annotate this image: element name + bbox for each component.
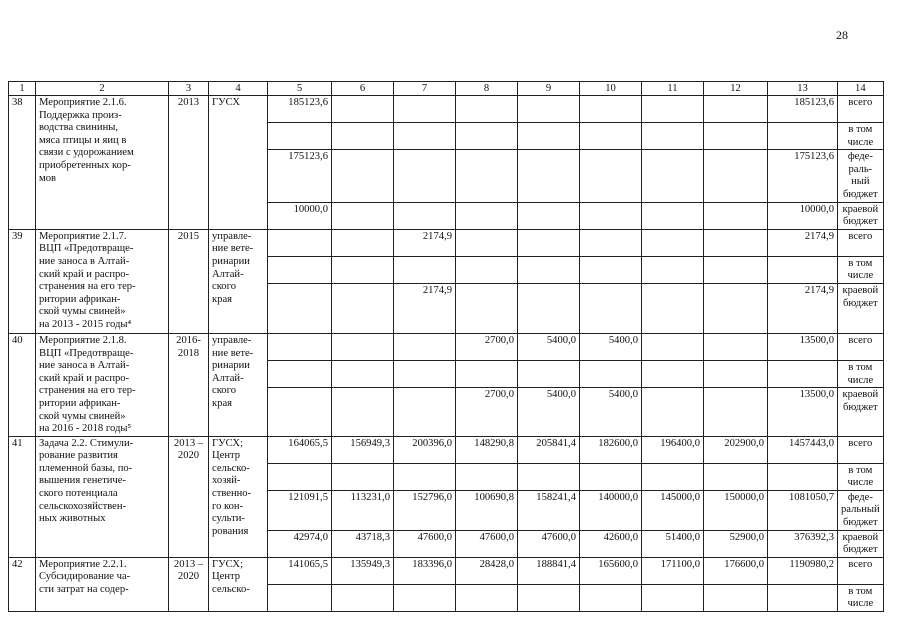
amount-cell xyxy=(642,229,704,256)
amount-cell xyxy=(456,361,518,388)
amount-cell xyxy=(518,123,580,150)
amount-cell xyxy=(580,229,642,256)
funding-source-label: феде- ральный бюджет xyxy=(838,490,884,530)
amount-cell xyxy=(268,361,332,388)
column-header-13: 13 xyxy=(768,82,838,96)
amount-cell xyxy=(268,463,332,490)
amount-cell xyxy=(456,256,518,283)
amount-cell xyxy=(456,463,518,490)
page-number: 28 xyxy=(836,28,848,42)
amount-cell: 1190980,2 xyxy=(768,557,838,584)
column-header-1: 1 xyxy=(9,82,36,96)
amount-cell xyxy=(580,256,642,283)
funding-source-label: всего xyxy=(838,229,884,256)
funding-source-label: всего xyxy=(838,436,884,463)
amount-cell xyxy=(642,202,704,229)
amount-cell xyxy=(268,584,332,611)
amount-cell xyxy=(456,150,518,202)
amount-cell xyxy=(332,283,394,333)
table-row xyxy=(9,333,884,360)
amount-cell: 2174,9 xyxy=(394,283,456,333)
funding-source-label: в том числе xyxy=(838,463,884,490)
amount-cell: 10000,0 xyxy=(768,202,838,229)
amount-cell xyxy=(704,229,768,256)
funding-source-label: всего xyxy=(838,96,884,123)
funding-source-label: феде- раль- ный бюджет xyxy=(838,150,884,202)
amount-cell xyxy=(332,388,394,436)
amount-cell: 1457443,0 xyxy=(768,436,838,463)
row-number: 39 xyxy=(9,229,36,333)
amount-cell xyxy=(268,256,332,283)
amount-cell xyxy=(394,584,456,611)
amount-cell xyxy=(332,333,394,360)
amount-cell xyxy=(642,150,704,202)
amount-cell: 10000,0 xyxy=(268,202,332,229)
funding-source-label: краевой бюджет xyxy=(838,530,884,557)
amount-cell: 28428,0 xyxy=(456,557,518,584)
period: 2016- 2018 xyxy=(169,333,209,436)
funding-source-label: в том числе xyxy=(838,584,884,611)
funding-source-label: краевой бюджет xyxy=(838,283,884,333)
amount-cell xyxy=(394,96,456,123)
amount-cell: 2174,9 xyxy=(768,283,838,333)
executor: ГУСХ; Центр сельско- хозяй- ственно- го кон- сульти- рования xyxy=(209,436,268,557)
funding-source-label: краевой бюджет xyxy=(838,388,884,436)
amount-cell: 145000,0 xyxy=(642,490,704,530)
measure-name: Мероприятие 2.1.6. Поддержка произ- водства свинины, мяса птицы и яиц в связи с удорожанием приобретенных кор- мов xyxy=(36,96,169,230)
amount-cell: 188841,4 xyxy=(518,557,580,584)
amount-cell xyxy=(704,283,768,333)
column-header-14: 14 xyxy=(838,82,884,96)
amount-cell xyxy=(642,333,704,360)
executor: управле- ние вете- ринарии Алтай- ского края xyxy=(209,229,268,333)
amount-cell xyxy=(456,202,518,229)
amount-cell: 205841,4 xyxy=(518,436,580,463)
amount-cell: 148290,8 xyxy=(456,436,518,463)
amount-cell xyxy=(518,463,580,490)
measure-name: Мероприятие 2.2.1. Субсидирование ча- сти затрат на содер- xyxy=(36,557,169,611)
amount-cell xyxy=(518,229,580,256)
funding-source-label: краевой бюджет xyxy=(838,202,884,229)
amount-cell: 52900,0 xyxy=(704,530,768,557)
amount-cell: 121091,5 xyxy=(268,490,332,530)
period: 2013 xyxy=(169,96,209,230)
amount-cell xyxy=(394,123,456,150)
amount-cell: 5400,0 xyxy=(580,333,642,360)
funding-source-label: в том числе xyxy=(838,361,884,388)
amount-cell xyxy=(456,123,518,150)
amount-cell: 42600,0 xyxy=(580,530,642,557)
amount-cell xyxy=(268,388,332,436)
header-row xyxy=(9,82,884,96)
amount-cell xyxy=(518,96,580,123)
measure-name: Мероприятие 2.1.8. ВЦП «Предотвраще- ние заноса в Алтай- ский край и распро- странения на его тер- ритории африкан- ской чумы свиней» на 2016 - 2018 годы⁵ xyxy=(36,333,169,436)
row-number: 41 xyxy=(9,436,36,557)
column-header-10: 10 xyxy=(580,82,642,96)
amount-cell: 42974,0 xyxy=(268,530,332,557)
amount-cell xyxy=(642,123,704,150)
amount-cell: 113231,0 xyxy=(332,490,394,530)
amount-cell: 13500,0 xyxy=(768,388,838,436)
amount-cell xyxy=(704,361,768,388)
amount-cell xyxy=(642,361,704,388)
column-header-11: 11 xyxy=(642,82,704,96)
amount-cell xyxy=(518,361,580,388)
amount-cell xyxy=(456,584,518,611)
amount-cell xyxy=(642,584,704,611)
amount-cell xyxy=(642,283,704,333)
amount-cell xyxy=(580,96,642,123)
amount-cell: 202900,0 xyxy=(704,436,768,463)
amount-cell xyxy=(768,361,838,388)
funding-source-label: в том числе xyxy=(838,123,884,150)
amount-cell xyxy=(704,150,768,202)
amount-cell: 2700,0 xyxy=(456,388,518,436)
amount-cell: 2700,0 xyxy=(456,333,518,360)
amount-cell: 13500,0 xyxy=(768,333,838,360)
amount-cell xyxy=(518,256,580,283)
amount-cell xyxy=(580,150,642,202)
amount-cell xyxy=(768,463,838,490)
amount-cell xyxy=(268,283,332,333)
amount-cell xyxy=(332,123,394,150)
column-header-8: 8 xyxy=(456,82,518,96)
column-header-7: 7 xyxy=(394,82,456,96)
amount-cell xyxy=(642,463,704,490)
amount-cell xyxy=(580,361,642,388)
amount-cell xyxy=(704,463,768,490)
amount-cell: 47600,0 xyxy=(518,530,580,557)
executor: управле- ние вете- ринарии Алтай- ского края xyxy=(209,333,268,436)
amount-cell xyxy=(332,202,394,229)
amount-cell: 100690,8 xyxy=(456,490,518,530)
amount-cell xyxy=(394,333,456,360)
amount-cell xyxy=(394,361,456,388)
amount-cell xyxy=(332,229,394,256)
amount-cell xyxy=(580,283,642,333)
amount-cell xyxy=(642,256,704,283)
column-header-3: 3 xyxy=(169,82,209,96)
amount-cell: 175123,6 xyxy=(768,150,838,202)
row-number: 40 xyxy=(9,333,36,436)
table-row xyxy=(9,96,884,123)
amount-cell: 185123,6 xyxy=(268,96,332,123)
amount-cell: 182600,0 xyxy=(580,436,642,463)
amount-cell: 150000,0 xyxy=(704,490,768,530)
amount-cell xyxy=(518,202,580,229)
column-header-12: 12 xyxy=(704,82,768,96)
amount-cell xyxy=(580,463,642,490)
executor: ГУСХ xyxy=(209,96,268,230)
amount-cell xyxy=(518,150,580,202)
column-header-6: 6 xyxy=(332,82,394,96)
table-row xyxy=(9,229,884,256)
amount-cell: 5400,0 xyxy=(518,333,580,360)
amount-cell: 171100,0 xyxy=(642,557,704,584)
period: 2013 – 2020 xyxy=(169,436,209,557)
amount-cell xyxy=(332,150,394,202)
measure-name: Задача 2.2. Стимули- рование развития племенной базы, по- вышения генетиче- ского потенциала сельскохозяйствен- ных животных xyxy=(36,436,169,557)
amount-cell xyxy=(704,256,768,283)
amount-cell: 196400,0 xyxy=(642,436,704,463)
amount-cell xyxy=(268,229,332,256)
amount-cell: 51400,0 xyxy=(642,530,704,557)
amount-cell xyxy=(704,388,768,436)
amount-cell: 140000,0 xyxy=(580,490,642,530)
amount-cell: 135949,3 xyxy=(332,557,394,584)
amount-cell: 175123,6 xyxy=(268,150,332,202)
amount-cell: 2174,9 xyxy=(394,229,456,256)
amount-cell: 156949,3 xyxy=(332,436,394,463)
amount-cell xyxy=(332,96,394,123)
amount-cell xyxy=(268,123,332,150)
amount-cell xyxy=(704,202,768,229)
amount-cell xyxy=(580,584,642,611)
amount-cell: 376392,3 xyxy=(768,530,838,557)
funding-source-label: всего xyxy=(838,557,884,584)
amount-cell xyxy=(332,584,394,611)
row-number: 38 xyxy=(9,96,36,230)
column-header-2: 2 xyxy=(36,82,169,96)
amount-cell: 165600,0 xyxy=(580,557,642,584)
amount-cell xyxy=(394,388,456,436)
amount-cell xyxy=(704,333,768,360)
amount-cell: 1081050,7 xyxy=(768,490,838,530)
period: 2015 xyxy=(169,229,209,333)
amount-cell xyxy=(332,463,394,490)
table-row xyxy=(9,557,884,584)
amount-cell: 141065,5 xyxy=(268,557,332,584)
amount-cell: 47600,0 xyxy=(456,530,518,557)
amount-cell xyxy=(768,584,838,611)
column-header-4: 4 xyxy=(209,82,268,96)
period: 2013 – 2020 xyxy=(169,557,209,611)
amount-cell xyxy=(394,463,456,490)
amount-cell xyxy=(268,333,332,360)
executor: ГУСХ; Центр сельско- xyxy=(209,557,268,611)
table-body xyxy=(9,82,884,612)
amount-cell: 47600,0 xyxy=(394,530,456,557)
amount-cell xyxy=(394,150,456,202)
amount-cell: 158241,4 xyxy=(518,490,580,530)
amount-cell xyxy=(394,256,456,283)
amount-cell xyxy=(580,202,642,229)
amount-cell xyxy=(518,584,580,611)
amount-cell xyxy=(456,229,518,256)
amount-cell: 185123,6 xyxy=(768,96,838,123)
amount-cell xyxy=(768,123,838,150)
amount-cell xyxy=(332,361,394,388)
amount-cell xyxy=(456,96,518,123)
amount-cell: 183396,0 xyxy=(394,557,456,584)
funding-source-label: в том числе xyxy=(838,256,884,283)
amount-cell: 2174,9 xyxy=(768,229,838,256)
amount-cell: 164065,5 xyxy=(268,436,332,463)
row-number: 42 xyxy=(9,557,36,611)
amount-cell: 152796,0 xyxy=(394,490,456,530)
amount-cell xyxy=(642,388,704,436)
amount-cell xyxy=(332,256,394,283)
amount-cell: 200396,0 xyxy=(394,436,456,463)
funding-source-label: всего xyxy=(838,333,884,360)
amount-cell xyxy=(642,96,704,123)
amount-cell xyxy=(456,283,518,333)
amount-cell xyxy=(394,202,456,229)
amount-cell xyxy=(580,123,642,150)
budget-table xyxy=(8,81,884,612)
column-header-9: 9 xyxy=(518,82,580,96)
measure-name: Мероприятие 2.1.7. ВЦП «Предотвраще- ние заноса в Алтай- ский край и распро- странения на его тер- ритории африкан- ской чумы свиней» на 2013 - 2015 годы⁴ xyxy=(36,229,169,333)
amount-cell: 5400,0 xyxy=(580,388,642,436)
amount-cell: 5400,0 xyxy=(518,388,580,436)
table-row xyxy=(9,436,884,463)
amount-cell xyxy=(768,256,838,283)
amount-cell xyxy=(704,123,768,150)
amount-cell xyxy=(518,283,580,333)
amount-cell: 176600,0 xyxy=(704,557,768,584)
amount-cell xyxy=(704,96,768,123)
column-header-5: 5 xyxy=(268,82,332,96)
amount-cell: 43718,3 xyxy=(332,530,394,557)
amount-cell xyxy=(704,584,768,611)
